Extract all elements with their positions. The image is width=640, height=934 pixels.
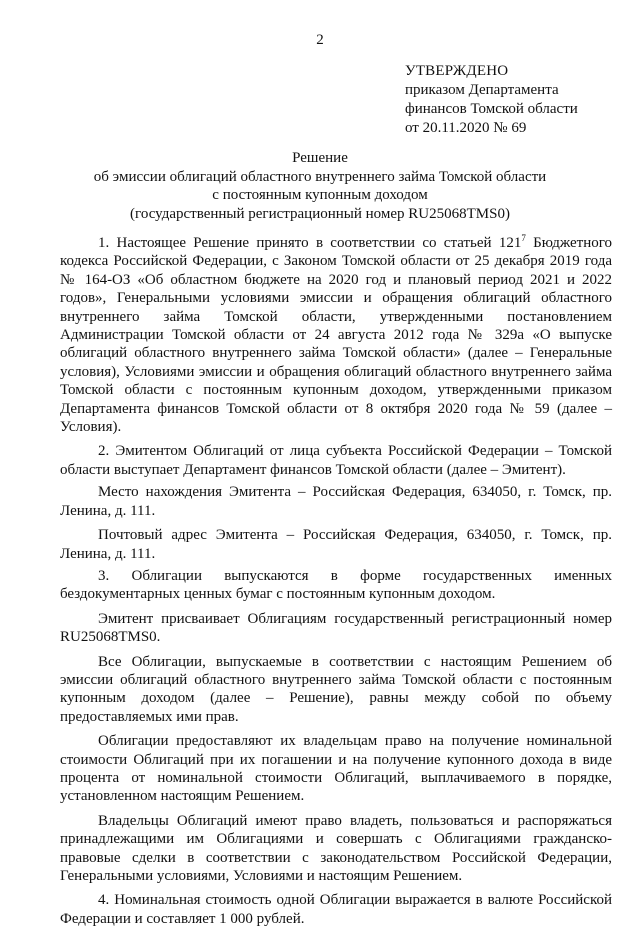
heading-line: с постоянным купонным доходом (212, 187, 428, 203)
heading-registration: (государственный регистрационный номер RU25068TMS0) (130, 205, 510, 222)
approval-line: приказом Департамента (405, 82, 559, 98)
paragraph-3: Место нахождения Эмитента – Российская Федерация, 634050, г. Томск, пр. Ленина, д. 111. (60, 484, 612, 519)
paragraph-text: 1. Настоящее Решение принято в соответствии со статьей 121 (98, 235, 522, 251)
paragraph-10: 4. Номинальная стоимость одной Облигации выражается в валюте Российской Федерации и составляет 1 000 рублей. (60, 892, 612, 927)
approval-date: от 20.11.2020 № 69 (405, 120, 527, 136)
paragraph-text: Бюджетного кодекса Российской Федерации, с Законом Томской области от 25 декабря 2019 года № 164-ОЗ «Об областном бюджете на 2020 год и плановый период 2021 и 2022 годов», Генеральными условиями эмиссии и обращения облигаций областного внутреннего займа Томской области, утвержденными постановлением Администрации Томской области от 24 августа 2012 года № 329а «О выпуске облигаций областного внутреннего займа Томской области» (далее – Генеральные условия), Условиями эмиссии и обращения облигаций областного внутреннего займа Томской области с постоянным купонным доходом, утвержденными приказом Департамента финансов Томской области от 8 октября 2020 года № 59 (далее – Условия). (60, 235, 613, 436)
paragraph-6: Эмитент присваивает Облигациям государственный регистрационный номер RU25068TMS0. (60, 610, 612, 646)
paragraph-1 (60, 234, 612, 436)
document-heading (0, 149, 640, 223)
document-body (60, 234, 612, 934)
paragraph-9: Владельцы Облигаций имеют право владеть, пользоваться и распоряжаться принадлежащими им Облигациями и совершать с Облигациями гражданско-правовые сделки в соответствии с законодательством Российской Федерации, Генеральными условиями, Условиями и настоящим Решением. (60, 812, 612, 884)
paragraph-5: 3. Облигации выпускаются в форме государственных именных бездокументарных ценных бумаг с постоянным купонным доходом. (60, 567, 612, 603)
approval-block (405, 62, 578, 138)
approval-title: УТВЕРЖДЕНО (405, 63, 509, 79)
heading-title: Решение (292, 150, 348, 166)
approval-line: финансов Томской области (405, 101, 578, 117)
paragraph-8: Облигации предоставляют их владельцам право на получение номинальной стоимости Облигаций при их погашении и на получение купонного дохода в виде процента от номинальной стоимости Облигаций, выплачиваемого в порядке, установленном настоящим Решением. (60, 733, 612, 805)
superscript: 7 (521, 233, 526, 243)
paragraph-7: Все Облигации, выпускаемые в соответствии с настоящим Решением об эмиссии облигаций областного внутреннего займа Томской области с постоянным купонным доходом (далее – Решение), равны между собой по объему предоставляемых ими прав. (60, 653, 612, 725)
paragraph-4: Почтовый адрес Эмитента – Российская Федерация, 634050, г. Томск, пр. Ленина, д. 111. (60, 527, 612, 562)
paragraph-2: 2. Эмитентом Облигаций от лица субъекта Российской Федерации – Томской области выступает Департамент финансов Томской области (далее – Эмитент). (60, 443, 612, 478)
page-number: 2 (316, 32, 324, 48)
heading-line: об эмиссии облигаций областного внутреннего займа Томской области (93, 168, 547, 185)
